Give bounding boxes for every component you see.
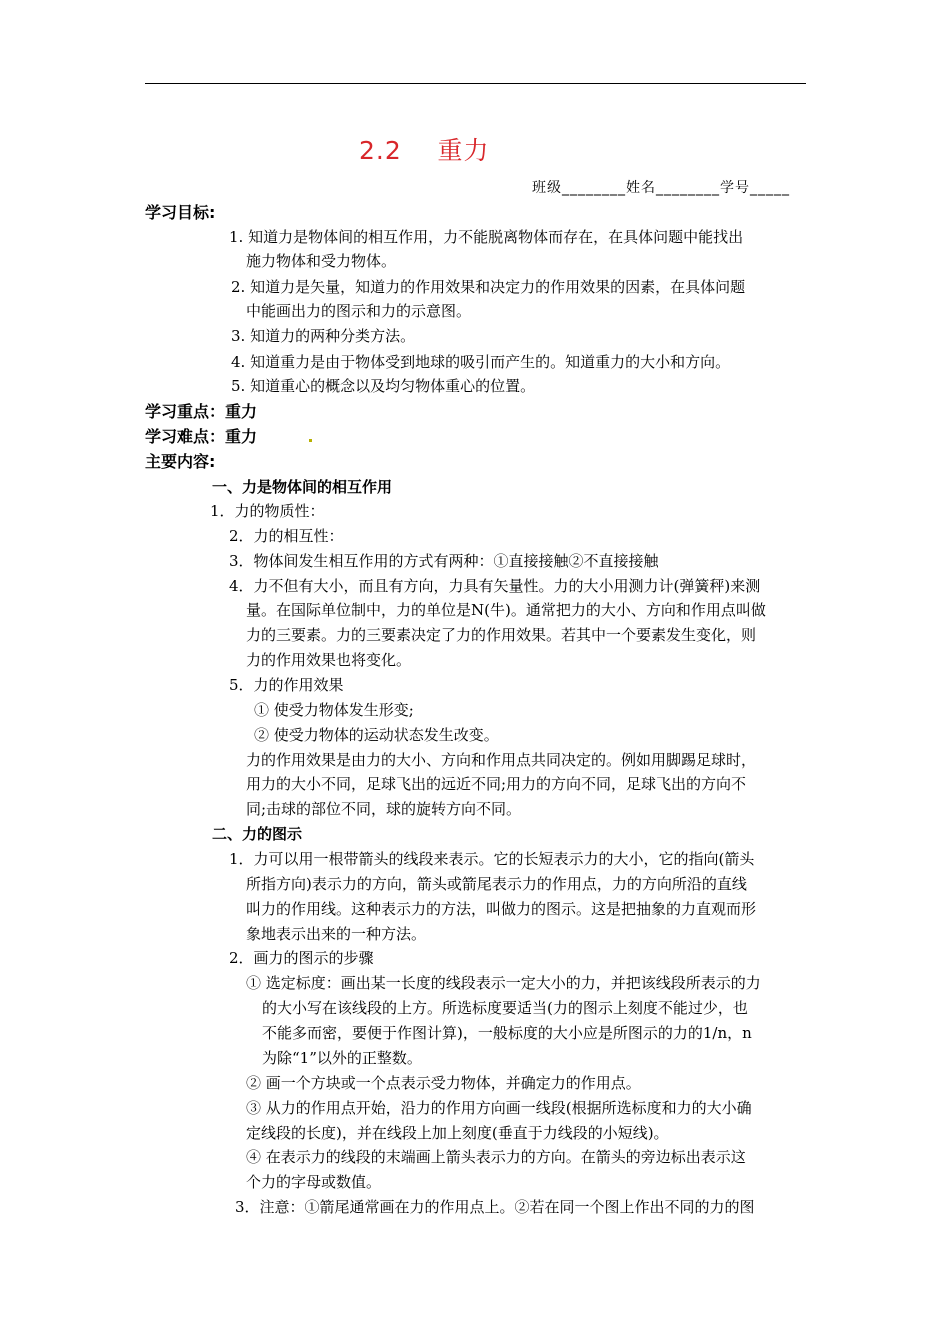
section-1-line: 力的三要素。力的三要素决定了力的作用效果。若其中一个要素发生变化，则 bbox=[246, 626, 757, 644]
objectives-heading: 学习目标: bbox=[145, 203, 216, 222]
objective-line: 中能画出力的图示和力的示意图。 bbox=[246, 302, 472, 320]
section-2-line: 为除“1”以外的正整数。 bbox=[262, 1049, 422, 1067]
section-2-line: ③ 从力的作用点开始，沿力的作用方向画一线段(根据所选标度和力的大小确 bbox=[246, 1099, 752, 1117]
difficulty-point: 学习难点：重力 bbox=[145, 427, 258, 446]
section-1-line: 同;击球的部位不同，球的旋转方向不同。 bbox=[246, 800, 522, 818]
section-1-line: 力的作用效果是由力的大小、方向和作用点共同决定的。例如用脚踢足球时， bbox=[246, 751, 757, 769]
objective-line: 1. 知道力是物体间的相互作用，力不能脱离物体而存在，在具体问题中能找出 bbox=[229, 228, 744, 246]
stray-mark bbox=[309, 439, 312, 442]
section-2-line: 叫力的作用线。这种表示力的方法，叫做力的图示。这是把抽象的力直观而形 bbox=[246, 900, 757, 918]
section-2-line: ④ 在表示力的线段的末端画上箭头表示力的方向。在箭头的旁边标出表示这 bbox=[246, 1148, 746, 1166]
section-1-line: 用力的大小不同，足球飞出的远近不同;用力的方向不同，足球飞出的方向不 bbox=[246, 775, 747, 793]
section-2-line: 3．注意：①箭尾通常画在力的作用点上。②若在同一个图上作出不同的力的图 bbox=[235, 1198, 755, 1216]
section-2-line: 的大小写在该线段的上方。所选标度要适当(力的图示上刻度不能过少，也 bbox=[262, 999, 748, 1017]
section-1-line: ① 使受力物体发生形变; bbox=[254, 701, 414, 719]
section-2-line: ② 画一个方块或一个点表示受力物体，并确定力的作用点。 bbox=[246, 1074, 641, 1092]
section-1-line: 量。在国际单位制中，力的单位是N(牛)。通常把力的大小、方向和作用点叫做 bbox=[246, 601, 766, 619]
section-1-line: 1．力的物质性： bbox=[210, 502, 325, 520]
section-1-line: 3．物体间发生相互作用的方式有两种：①直接接触②不直接接触 bbox=[229, 552, 659, 570]
section-2-line: 个力的字母或数值。 bbox=[246, 1173, 382, 1191]
section-2-line: 不能多而密，要便于作图计算)，一般标度的大小应是所图示的力的1/n，n bbox=[262, 1024, 752, 1042]
objective-line: 4. 知道重力是由于物体受到地球的吸引而产生的。知道重力的大小和方向。 bbox=[231, 353, 731, 371]
section-2-line: ① 选定标度：画出某一长度的线段表示一定大小的力，并把该线段所表示的力 bbox=[246, 974, 761, 992]
page-title: 2.2 重力 bbox=[359, 136, 490, 165]
objective-line: 3. 知道力的两种分类方法。 bbox=[231, 327, 416, 345]
section-1-line: 4．力不但有大小，而且有方向，力具有矢量性。力的大小用测力计(弹簧秤)来测 bbox=[229, 577, 761, 595]
section-2-title: 二、力的图示 bbox=[212, 825, 303, 843]
content-heading: 主要内容: bbox=[145, 452, 216, 471]
section-2-line: 象地表示出来的一种方法。 bbox=[246, 925, 427, 943]
section-1-line: 力的作用效果也将变化。 bbox=[246, 651, 412, 669]
section-2-line: 2．画力的图示的步骤 bbox=[229, 949, 374, 967]
section-2-line: 1．力可以用一根带箭头的线段来表示。它的长短表示力的大小，它的指向(箭头 bbox=[229, 850, 755, 868]
objective-line: 2. 知道力是矢量，知道力的作用效果和决定力的作用效果的因素，在具体问题 bbox=[231, 278, 746, 296]
section-1-line: ② 使受力物体的运动状态发生改变。 bbox=[254, 726, 499, 744]
student-info-line: 班级________姓名________学号_____ bbox=[532, 180, 790, 196]
header-rule bbox=[145, 83, 806, 84]
section-1-line: 2．力的相互性： bbox=[229, 527, 344, 545]
section-1-line: 5．力的作用效果 bbox=[229, 676, 344, 694]
section-1-title: 一、力是物体间的相互作用 bbox=[212, 478, 393, 496]
objective-line: 5. 知道重心的概念以及均匀物体重心的位置。 bbox=[231, 377, 536, 395]
section-2-line: 所指方向)表示力的方向，箭头或箭尾表示力的作用点，力的方向所沿的直线 bbox=[246, 875, 747, 893]
section-2-line: 定线段的长度)，并在线段上加上刻度(垂直于力线段的小短线)。 bbox=[246, 1124, 669, 1142]
key-point: 学习重点：重力 bbox=[145, 402, 258, 421]
objective-line: 施力物体和受力物体。 bbox=[246, 252, 397, 270]
